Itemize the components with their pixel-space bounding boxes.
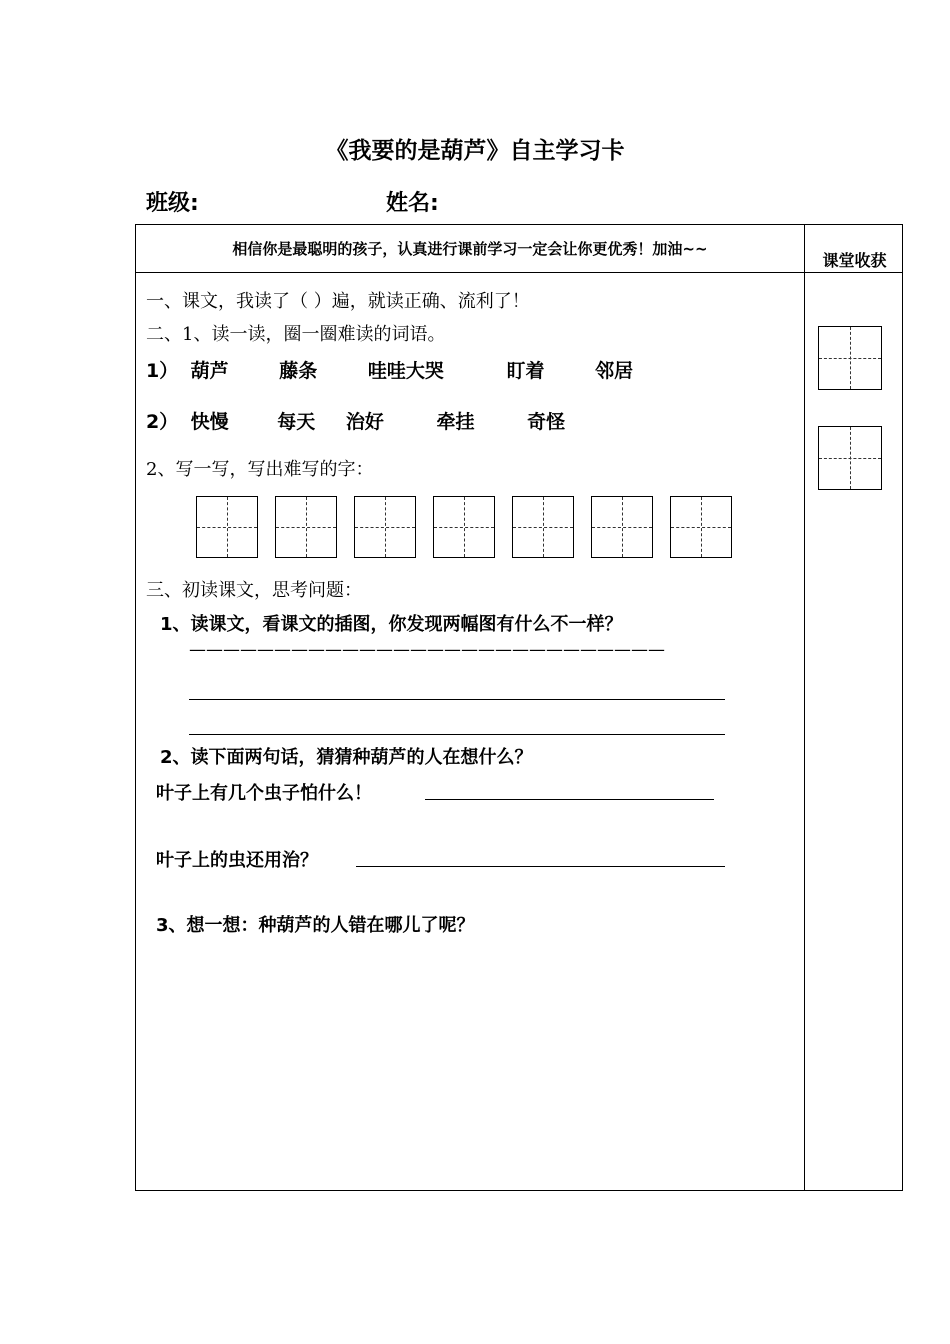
write-box-2[interactable] <box>275 496 337 558</box>
answer-line-3[interactable] <box>425 799 714 800</box>
study-card <box>135 224 903 1191</box>
gain-header: 课堂收获 <box>822 251 887 270</box>
section2-1-text: 二、1、读一读，圈一圈难读的词语。 <box>146 324 446 345</box>
answer-line-2[interactable] <box>189 734 725 735</box>
word: 每天 <box>277 411 316 433</box>
word: 邻居 <box>595 360 634 382</box>
words-row-2-prefix: 2） <box>146 411 179 433</box>
question-1: 1、读课文，看课文的插图，你发现两幅图有什么不一样？ <box>160 614 623 635</box>
gain-box-1[interactable] <box>818 326 882 390</box>
question-2-sentence-1: 叶子上有几个虫子怕什么！ <box>156 783 372 804</box>
word: 治好 <box>345 411 384 433</box>
class-label: 班级: <box>146 191 199 216</box>
word: 葫芦 <box>190 360 229 382</box>
write-box-6[interactable] <box>591 496 653 558</box>
answer-line-4[interactable] <box>356 866 725 867</box>
write-box-1[interactable] <box>196 496 258 558</box>
section3-text: 三、初读课文，思考问题： <box>146 580 362 601</box>
answer-dash-line[interactable]: ———————————————————————————— <box>189 640 665 660</box>
header-divider <box>136 272 902 273</box>
section2-2-text: 2、写一写，写出难写的字： <box>146 459 374 480</box>
write-box-4[interactable] <box>433 496 495 558</box>
question-2: 2、读下面两句话，猜猜种葫芦的人在想什么？ <box>160 747 533 768</box>
write-box-3[interactable] <box>354 496 416 558</box>
motto-text: 相信你是最聪明的孩子，认真进行课前学习一定会让你更优秀！加油~~ <box>232 240 708 258</box>
write-box-7[interactable] <box>670 496 732 558</box>
section1-text: 一、课文，我读了（ ）遍，就读正确、流利了！ <box>146 291 530 312</box>
question-3: 3、想一想：种葫芦的人错在哪儿了呢？ <box>156 915 475 936</box>
word: 奇怪 <box>527 411 566 433</box>
gain-box-2[interactable] <box>818 426 882 490</box>
answer-line-1[interactable] <box>189 699 725 700</box>
word: 快慢 <box>190 411 229 433</box>
word: 哇哇大哭 <box>367 360 444 382</box>
words-row-1-prefix: 1） <box>146 360 179 382</box>
words-row-2 <box>146 407 565 434</box>
question-2-sentence-2: 叶子上的虫还用治？ <box>156 850 318 871</box>
column-divider <box>804 225 805 1190</box>
word: 牵挂 <box>436 411 475 433</box>
write-box-5[interactable] <box>512 496 574 558</box>
name-label: 姓名: <box>386 191 439 216</box>
word: 盯着 <box>506 360 545 382</box>
word: 藤条 <box>279 360 318 382</box>
page-title: 《我要的是葫芦》自主学习卡 <box>325 138 625 164</box>
words-row-1 <box>146 356 633 383</box>
